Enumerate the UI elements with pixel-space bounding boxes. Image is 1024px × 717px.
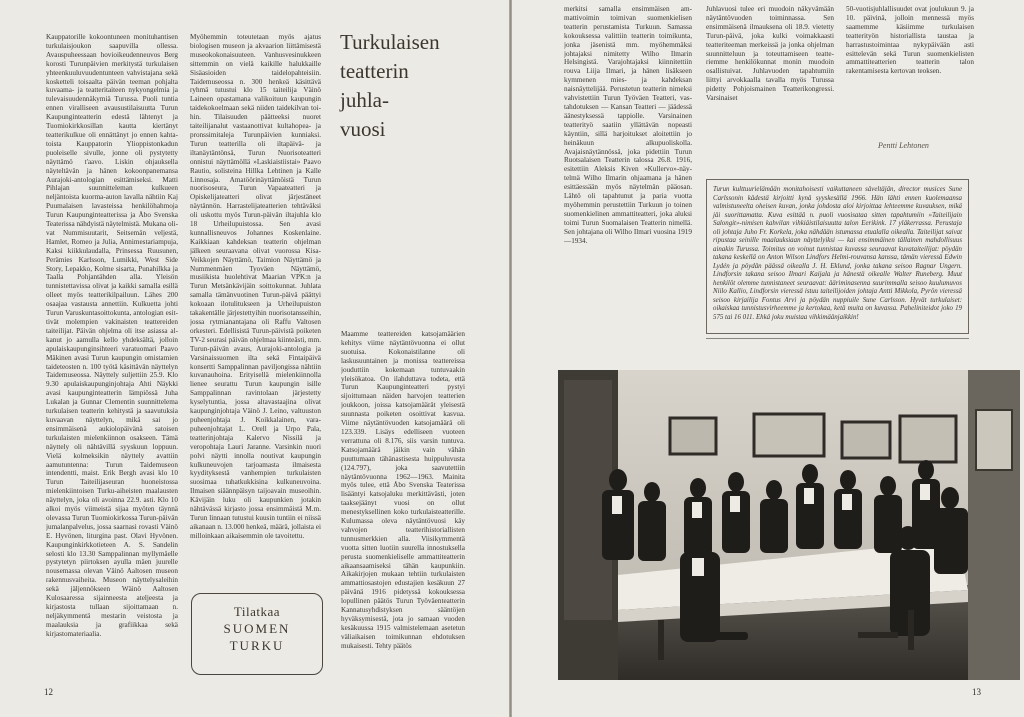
- article-text: Kauppatorille kokoontuneen monituhantisen turkulaisjoukon saapuvilla ollessa. Avauspuheessaan hovioikeudenneuvos Berg korosti Turunpäivien merkitystä turkulaisen yhteenkuuluvuudentunteen vahvistajana sekä kosketteli toisaalta päivän teeman pohjalta kuvaama- ja teatteritaiteen nykyongelmia ja tulevaisuudennäkymiä Turussa. Puoli tuntia ennen viralliseen avausustilaisuutta Turun Kaupunginteatterin edestä lähtenyt ja Tuomiokirkkosillan kautta kiertänyt teatterikulkue oli ennättänyt jo ennen kahtatoista Kauppatorin Ylioppistonkadun puoleiselle sivulle, jonne oli pystytetty näyttämö t'aavo. Liskin ohjauksella näyteltävän ja hänen kokoonpanemansa Aurajoki-antologian esittämiseksi. Matti Pihlajan suunnitteleman kulkueen neljäntoista kuorma-auton lavalla nähtiin Kaj Puumalaisen lavasteissa henkilöhahmoja Turun Kaupunginteatterissa ja Åbo Svenska Teaterissa nähdyistä näytelmistä. Mukana olivat Nummisuutarit, Seitsemän veljestä, Hamlet, Romeo ja Julia, Annimestariampuja, Kaksi kiikkulaudalla, Prinsessa Ruusunen, Perämies Karlsson, Lumikki, West Side Story, Lepakko, Kolme sisarta, Punahilkka ja Taalla Pohjantähden alla. Yleisön tunnistettavissa olivat ja kaikki samalla esillä olleet myös teatterikilpailuun. Lähes 200 osaajaa vastausta annettiin. Kulkuetta johti Turun Varuskuntasoittokunta, antologian esittivät molempien vakinaisten teattereiden taiteilijat. Päivän ohjelma oli itse asiassa alkanut jo aamulla kello yhdeksältä, jolloin apulaiskaupunginsihteeri varatuomari Paavo Mäkinen avasi Turun kaupungin omistamien taideteosten n. 100 työtä käsittävän näyttelyn Taidemuseossa. Näyttely suljettiin 25.9. Klo 9.30 apulaiskaupunginjohtaja Ahti Näykki avasi kaupunginteatterin lämpiössä Juha Lukalan ja Gunnar Clementin suunnittelema turkulaisen teatterin kehitystä ja saavutuksia kuvaavan näyttelyn, mikä sai jo ensimmäisenä aukiolopäivänä satoisen turkulaisten mielenkiinnon osakseen. Tämä näyttely oli nähtävillä syyskuun loppuun. Vielä kolmeksikin näyttely avattiin aamutuntenna: Turun Taidemuseon intendentti, maist. Erik Bergh avasi klo 10 Turun Taiteilijaseuran huoneistossa mielenkiintoisen Turku-aiheisten maalausten näyttelyn, joka oli avoinna 22.9. asti. Klo 10 alkoi myös viimeistä sijaa myöten täynnä olevassa Turun Tuomiokirkossa Turun-päivän jumalanpalvelus, jossa saarnasi rovasti Väinö E. Hyvönen, liturgina past. Olavi Hyvönen. Kaupunginkirkkotieteen A. S. Sandelin selosti klo 13.30 Samppalinnan myllymäelle pystytetyn piirtoksen ayulla mäen juurelle nousemassa olevan Väinö Aaltosen museon rakennusvaiheita. Museon näyttelysaleihin sekä jäljennökseen Wäinö Aaltosen Kulosaaressa sijainneesta ateljeesta ja kirjastosta tullaan sijoittamaan n. neljäkymmentä mestarin veistosta ja maalauksia ja grafiikkaa sekä kirjastomateriaalia.: [46, 33, 178, 638]
- photo-caption-box: [706, 179, 969, 334]
- right-page-column-1: [564, 5, 692, 348]
- article-text: Myöhemmin toteutetaan myös ajatus biologisen museon ja akvaarion liittämisestä museokokonaisuuteen. Vanhusvesinukkeen sittemmin on vielä kaikille halukkaille Sisäasioiden taidelopahteisiin. Taidemuseossa n. 300 henkeä käsittävä ryhmä tutustui klo 15 taiteilija Väinö Laineen opastamana valikoituun kaupungin taidekokoelmaan sekä niiden taidekilvan toihin. Tilaisuuden päätteeksi nuoret taiteilijanalut vastaanottivat kultahopea- ja pronssimitaleja Turunpäivien kunniaksi. Turun teatterilla oli iltapäivä- ja iltanäytäntönsä, Turun Nuorisoteatteri onnistui näyttämöllä »Laskiaistiistai» Paavo Rautio, solisteina Hillka Lehtinen ja Kalle Linnosaja. Amatöörinäyttämöistä Turun nuorisoseura, Turun Vapaateatteri ja Opiskelijateatteri olivat järjestäneet näytännön. Harrastelijateatterien tehtäväksi oli uskottu myös Turun-päivän iltajuhla klo 18 Urheilupuistossa. Sen avasi kunnallisneuvos Johannes Koskenlaine. Kaikkiaan kahdeksan teatterin ohjelman jälkeen seuraavana olivat vuorossa Kisa-Veikkojen Näyttämö, Taimion Näyttämö ja Nummenmäen Tyoväen Näyttämö, musiikista huolehtivat Maarian VPK:n ja Turun Metsänkävijäin soittokunnat. Juhlata samalla tämänvuotinen Turun-päivä päättyi kokoaan ilotulitukseen ja Urheilupuiston takakentälle järjestettyihin nuorisotansseihin, jossa rytmianantajana oli Raffu Valtosen orkesteri. Edellisistä Turun-päivistä poiketen TV-2 seurasi päivän ohjelmaa kiinteästi, mm. Turun-päivän avaus, Aurajoki-antologia ja Varsinaissuomen ilta sekä Fintaipäivä konsertti Samppalinnan paviljongissa nähtiin kuvanauhoina. Erityisellä mielenkiinnolla lienee seurattu Turun kaupungin isille Samppalinnan ravintolaan järjestetty kyselytuntia, jossa altavastaajina olivat kaupunginjohtaja Väinö J. Leino, valtuuston puheenjohtaja J. Koikkalainen, varapuheenjohtajat L. Orell ja Urpo Pala, teatterinjohtaja Kalervo Nissilä ja veropohtaja Lauri Jaranne. Varsinkin nuori polvi näytti innolla noutivat kaupungin kulkuneuvojen tarjoamasta ilmaisesta kyydityksestä vanhempien turkulaisten suosimaa tuhatkukkisina kulkuneuvoina. Ilmaisen siäännpäisyn taijoavain museoihin. Kävijäin luku oli kaupunkien jotakin nähtävässä kirjasto jossa ensimmäistä M.m. Turun linnaan tutustui kuusin tuntiin ei niissä aikanaan n. 13.000 henkeä, määrä, jollaista ei milloinkaan aikaisemmin ole tavoitettu.: [190, 33, 321, 540]
- subscription-line: TURKU: [229, 638, 285, 653]
- caption-divider: [706, 338, 969, 339]
- left-page-column-2: [190, 33, 321, 585]
- left-page: [0, 0, 509, 717]
- article-title: [340, 28, 500, 144]
- subscription-line: Tilatkaa: [233, 604, 281, 619]
- article-text: Maamme teattereiden katsojamäärien kehitys viime näytäntövuonna ei ollut suotuisa. Kokonaistilanne oli laskusuuntainen ja monissa teattereissa jouduttiin kokemaan tuntuvaakin yleisökatoa. On ilahduttava todeta, että Turun Kaupunginteatteri pystyi sijoittumaan näiden harvojen teatterien joukkoon, joissa katsojamäärät yleisestä suunnasta poiketen osoittivat kasvua. Viime näytäntövuoden katsojamäärä oli 123.339. Lisäys edelliseen vuoteen verrattuna oli 8.176, siis varsin tuntuva. Katsojamäärä jäikin vain vähän puuttumaan tähänastisesta huippuluvusta (124.797), joka saavutettiin näytäntövuonna 1962—1963. Mainita myös tulee, että Åbo Svenska Teaterissa lisääntyi katsojaluku merkittävästi, joten taaksejäänyt vuosi on ollut menestyksellinen koko turkulaisteatterille. Kulumassa oleva näytäntövuosi käy vahvojen teatterihistoriallisten tunnusmerkkien alla. Viisikymmentä vuotta sitten luotiin suurella innostuksella perusta suomenkieliselle ammattiteatterin aikaansaamiseksi tähän kaupunkiin. Aikakirjojen mukaan tehtiin turkulaisten ammattiosastojen edustajien kesäkuun 27 päivänä 1916 pidetyssä kokouksessa lopullinen päätös Turun Työväenteatterin Kannatusyhdistyksen sääntöjen hyväksymisestä, jota jo samaan vuoden kesäkuussa 1915 valmistelemaan asetetun väliaikaisen toimikunnan ehdotuksen mukaisesti. Tehty päätös: [341, 330, 465, 650]
- photo-illustration: [558, 370, 1020, 680]
- right-page-column-2: [706, 5, 834, 155]
- title-line: vuosi: [340, 117, 386, 141]
- right-page-column-3: [846, 5, 974, 133]
- author-signature: Pentti Lehtonen: [878, 141, 929, 150]
- left-page-column-1: [46, 33, 178, 704]
- caption-text: Turun kulttuurielämään monitahoisesti vaikuttaneen säveltäjän, director musices Sune Carlssonin kädestä kirjoitti kynä syyskesällä 1966. Hän lähti ennen kuolemaansa valmistuneelta oheisen kuvan, jonka johdosta aloi kirjoittaa lehteemme kuvauksen, mikä jäi suorittamatta. Kuva esittää n. puoli vuosisataa sitten tapahtumiin »Taiteilijain Salongit»-nimisen kahvilan vihkiäistilaisuutta talon Eerikink. 17 yläkerrassa. Perustaja oli johtaja Juho Fr. Korkela, joka nähdään istumassa etualalla oikealla. Taiteilijat saivat ripustaa seinille maalauksiaan näyttelyiksi — kai ensimmäinen tällainen mahdollisuus ainakin Turussa. Toimitus on voinut tunnistaa kuvassa seuraavat kuvataiteilijat: pöydän takana keskellä on Anton Wilson Lindfors Helmi-rouvansa kanssa, tämän vieressä Edwin Lydén ja pöydän päässä oikealla J. H. Eklund, jonka takana seisoo Ragnar Ungern. Lindforsin takana seisoo Ilmari Kaijala ja hänestä oikealle Walter Runeberg. Muut henkilöt olemme tunnistaneet seuraavat: ääriminasenna suurimmalla seisoo kuulumuvos Niilo Kallio, Lindforsin vieressä istuu taiteilijoiden johtaja Antti Mikkola, Pyrön vieressä seisoo kirjailija Fontus Arvi ja pöydän nuppiuile Sune Carlsson. Hyvät turkulaiset: oikaiskaa tunnistusvirheemme ja kertokaa, ketä muita on kuvassa. Paheliniteidot joko 19 575 tai 16 011. Ehkä joku muistaa vihkimäänjaikkin!: [713, 186, 962, 321]
- subscription-line: SUOMEN: [223, 621, 291, 636]
- page-number-right: 13: [972, 687, 981, 697]
- title-line: teatterin: [340, 59, 409, 83]
- article-text: merkitsi samalla ensimmäisen ammattivoimin toimivan suomenkielisen teatterin perustamista Turkuun. Samassa kokouksessa valittiin teatterin toimikunta, jonka jäsenistä mm. myöhemmäksi johtajaksi nimitetty Wilho Ilmarin Helsingistä. Varajohtajaksi kiinnitettiin rouva Liija Ilmari, ja hänen lisäkseen kymmenen mies- ja kahdeksan naisnäyttelijää. Perustetun teatterin nimeksi vahvistettiin Turun Työväen Teatteri, vastahdotuksen — Kansan Teatteri — jäädessä äänestyksessä tappiolle. Varsinainen teatterityö saatiin yllättävän nopeasti käyntiin, sillä harjoitukset aloitettiin jo heinäkuun alkupuoliskolla. Avajaisnäytännössä, joka pidettiin Turun Ruotsalaisen Teatterin talossa 26.8. 1916, esitettiin Aleksis Kiven »Kullervo»-näytelmä Wilho Ilmarin ohjaamana ja hänen esittäessään myös näytelmän pääosan. Lähtö oli tapahtunut ja paria vuotta myöhemmin perustettiin Turkuun jo toinen suomenkielinen ammattiteatteri, joka aluksi toimi Turun Suomalaisen Teatterin nimellä. Sen johtajana oli Wilho Ilmari vuosina 1919—1934.: [564, 5, 692, 245]
- page-number-left: 12: [44, 687, 53, 697]
- left-page-column-3: [341, 330, 465, 704]
- title-line: juhla-: [340, 88, 389, 112]
- historical-photo: [558, 370, 1020, 680]
- article-text: 50-vuotisjuhlallisuudet ovat joulukuun 9. ja 10. päivinä, jolloin mennessä myös saamemme käsiimme turkulaisen teatterityön historiallista taustaa ja harrastustoimintaa nykypäivään asti esittelevän sekä Turun suomenkielisten ammattiteatterien teatterin talon rakentamisesta kertovan teoksen.: [846, 5, 974, 76]
- title-line: Turkulaisen: [340, 30, 440, 54]
- subscription-box[interactable]: [191, 593, 323, 675]
- article-text: Juhlavuosi tulee eri muodoin näkyvämään näytäntövuoden toiminnassa. Sen ensimmäisenä ilmauksena oli 18.9. vietetty Turun-päivä, joka kulki voimakkaasti teatteriteeman merkeissä ja jonka ohjelman suunnitteluun ja toteuttamiseen teatteriemme henkilökunnat monin muodoin osallistuivat. Juhlavuoden tapahtumiin liittyi arvokkaalla tavalla myös Turussa pidetty Pohjoismainen Teatterikongressi. Varsinaiset: [706, 5, 834, 103]
